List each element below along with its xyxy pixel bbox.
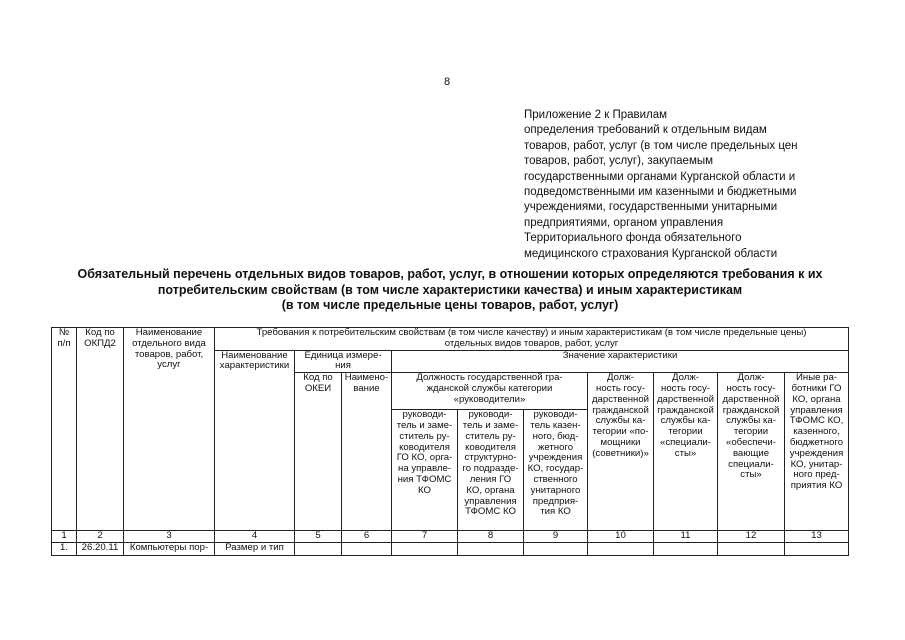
- column-number: 3: [124, 531, 215, 543]
- header-requirements: Требования к потребительским свойствам (в том числе качеству) и иным характеристикам (в том числе предельные цены) отдельных видов товаров, работ, услуг: [215, 328, 849, 351]
- header-characteristic-value: Значение характеристики: [392, 350, 849, 373]
- header-leaders-group: Должность государственной гра- жданской службы категории «руководители»: [392, 373, 588, 410]
- column-number: 11: [654, 531, 718, 543]
- header-specialists: Долж- ность госу- дарственной гражданской службы ка- тегории «специали- сты»: [654, 373, 718, 531]
- row-cell: [458, 543, 524, 556]
- row-cell: [524, 543, 588, 556]
- row-number: 1.: [52, 543, 77, 556]
- column-number: 1: [52, 531, 77, 543]
- header-other-employees: Иные ра- ботники ГО КО, органа управления ТФОМС КО, казенного, бюджетного учреждения КО, унитар- ного пред- приятия КО: [785, 373, 849, 531]
- header-characteristic-name: Наименование характеристики: [215, 350, 295, 531]
- row-cell: [392, 543, 458, 556]
- header-head-of-body: руководи- тель и заме- ститель ру- ководителя ГО КО, орга- на управле- ния ТФОМС КО: [392, 410, 458, 531]
- document-title: Обязательный перечень отдельных видов товаров, работ, услуг, в отношении которых определяются требования к их потребительским свойствам (в том числе характеристики качества) и иным характеристикам (в том числе предельные цены товаров, работ, услуг): [77, 267, 823, 312]
- header-number: № п/п: [52, 328, 77, 531]
- header-head-of-institution: руководи- тель казен- ного, бюд- жетного учреждения КО, государ- ственного унитарного предприя- тия КО: [524, 410, 588, 531]
- row-cell: [588, 543, 654, 556]
- requirements-table: [51, 327, 849, 556]
- row-cell: [342, 543, 392, 556]
- row-cell: [295, 543, 342, 556]
- header-assistants: Долж- ность госу- дарственной гражданской службы ка- тегории «по- мощники (советники)»: [588, 373, 654, 531]
- header-support-specialists: Долж- ность госу- дарственной гражданской службы ка- тегории «обеспечи- вающие специали- сты»: [718, 373, 785, 531]
- row-characteristic: Размер и тип: [215, 543, 295, 556]
- column-number: 13: [785, 531, 849, 543]
- row-item-name: Компьютеры пор-: [124, 543, 215, 556]
- appendix-header: Приложение 2 к Правилам определения требований к отдельным видам товаров, работ, услуг (в том числе предельных цен товаров, работ, услуг), закупаемым государственными органами Курганской области и подведомственными им казенными и бюджетными учреждениями, государственными унитарными предприятиями, органом управления Территориального фонда обязательного медицинского страхования Курганской области: [524, 109, 798, 260]
- column-number: 7: [392, 531, 458, 543]
- column-number: 5: [295, 531, 342, 543]
- header-item-name: Наименование отдельного вида товаров, работ, услуг: [124, 328, 215, 531]
- header-unit-name: Наимено- вание: [342, 373, 392, 531]
- row-cell: [718, 543, 785, 556]
- column-number: 4: [215, 531, 295, 543]
- table-row: [52, 543, 849, 556]
- header-unit: Единица измере- ния: [295, 350, 392, 373]
- column-number: 8: [458, 531, 524, 543]
- row-cell: [785, 543, 849, 556]
- page-number: 8: [444, 76, 451, 88]
- header-head-of-unit: руководи- тель и заме- ститель ру- ководителя структурно- го подразде- ления ГО КО, органа управления ТФОМС КО: [458, 410, 524, 531]
- column-number: 10: [588, 531, 654, 543]
- column-number: 2: [77, 531, 124, 543]
- column-number: 6: [342, 531, 392, 543]
- header-okpd-code: Код по ОКПД2: [77, 328, 124, 531]
- row-cell: [654, 543, 718, 556]
- header-okei-code: Код по ОКЕИ: [295, 373, 342, 531]
- column-number: 9: [524, 531, 588, 543]
- column-number: 12: [718, 531, 785, 543]
- row-okpd-code: 26.20.11: [77, 543, 124, 556]
